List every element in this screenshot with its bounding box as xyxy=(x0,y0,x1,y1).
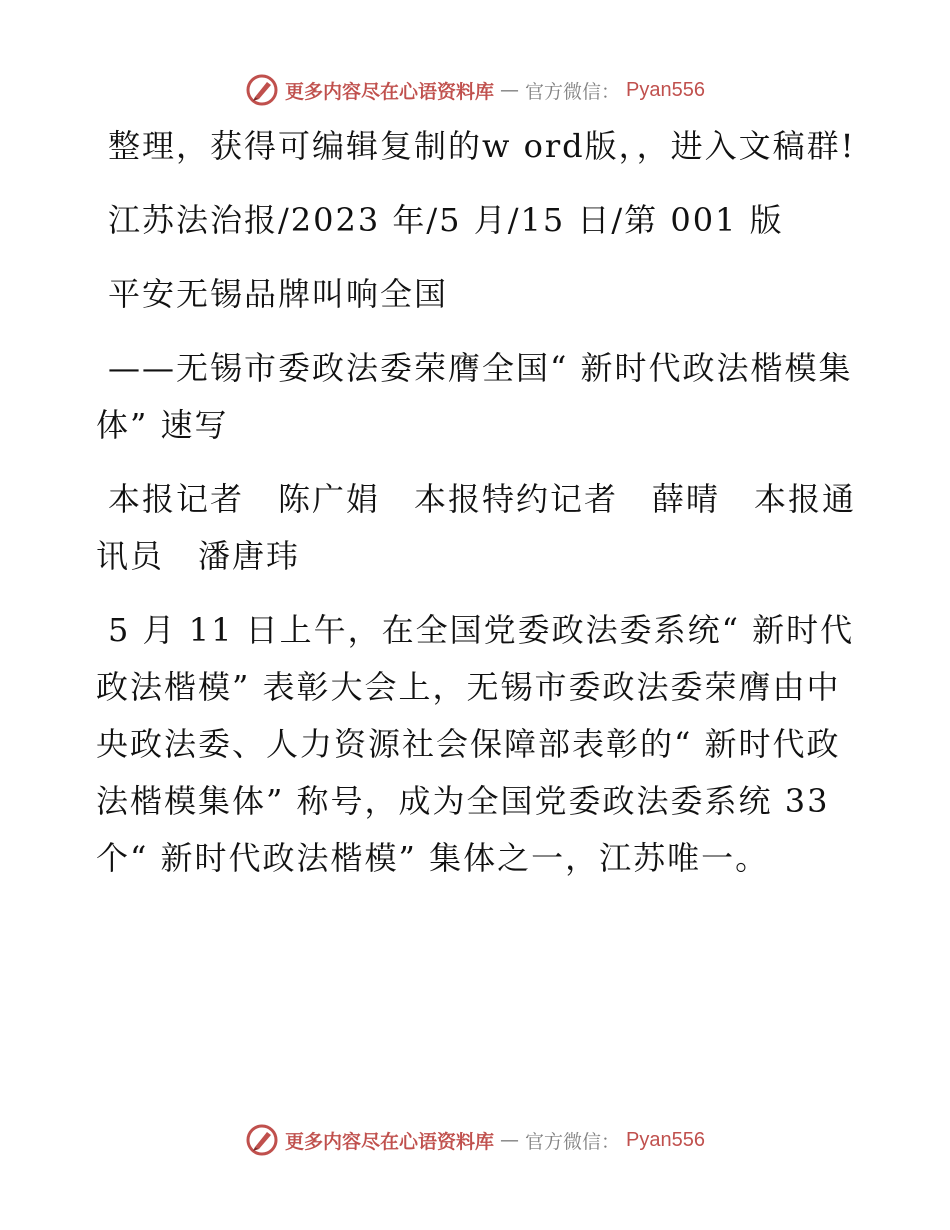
pen-logo-icon xyxy=(245,73,279,107)
byline: 本报记者 陈广娟 本报特约记者 薛晴 本报通讯员 潘唐玮 xyxy=(96,480,857,575)
pen-logo-icon xyxy=(245,1123,279,1157)
body-paragraph: 5 月 11 日上午，在全国党委政法委系统“ 新时代政法楷模” 表彰大会上，无锡市委政法委荣膺由中央政法委、人力资源社会保障部表彰的“ 新时代政法楷模集体” 称号，成为全国党委政法委系统 33 个“ 新时代政法楷模” 集体之一，江苏唯一。 xyxy=(96,611,855,877)
document-body xyxy=(96,118,856,904)
banner-text: 更多内容尽在心语资料库 xyxy=(285,80,495,103)
header-banner xyxy=(0,70,950,110)
banner-wechat-label: 官方微信： xyxy=(525,1130,621,1153)
article-title: 平安无锡品牌叫响全国 xyxy=(108,275,449,313)
intro-note: 整理，获得可编辑复制的w ord版，，进入文稿群! xyxy=(108,127,856,165)
source-line: 江苏法治报/2023 年/5 月/15 日/第 001 版 xyxy=(108,201,784,239)
banner-separator: — xyxy=(500,1129,520,1151)
banner-wechat-id: Pyan556 xyxy=(626,1128,705,1151)
banner-wechat-label: 官方微信： xyxy=(525,80,621,103)
banner-wechat-id: Pyan556 xyxy=(626,78,705,101)
banner-text: 更多内容尽在心语资料库 xyxy=(285,1130,495,1153)
footer-banner xyxy=(0,1120,950,1160)
article-subtitle: ——无锡市委政法委荣膺全国“ 新时代政法楷模集体” 速写 xyxy=(96,349,853,444)
banner-separator: — xyxy=(500,79,520,101)
